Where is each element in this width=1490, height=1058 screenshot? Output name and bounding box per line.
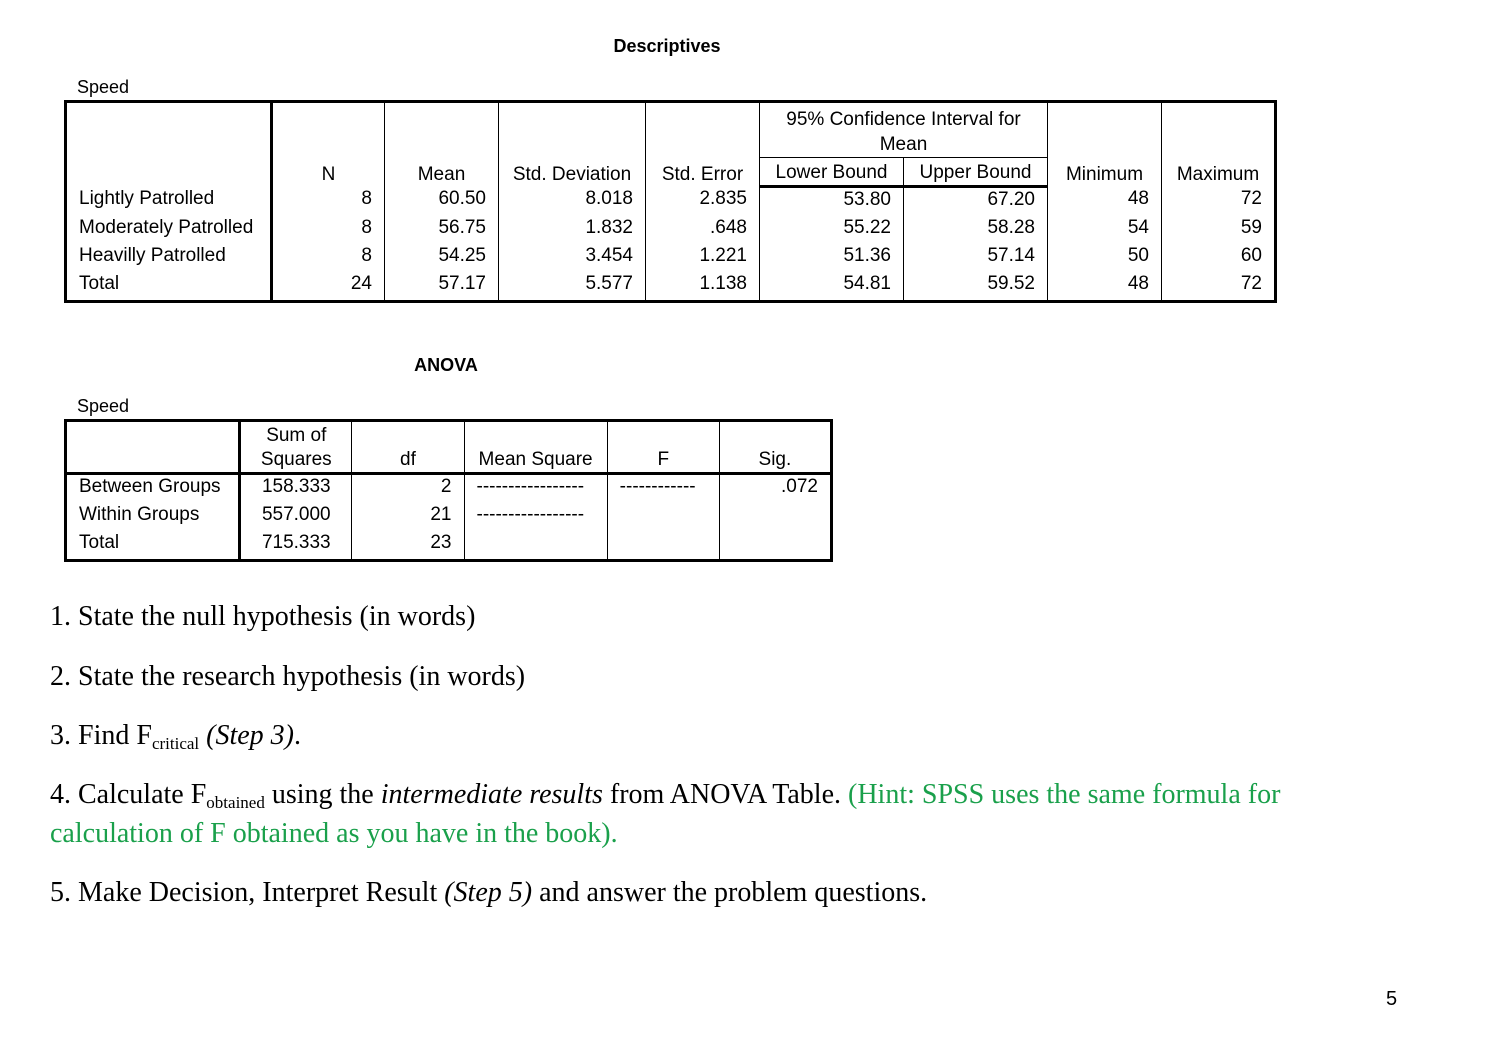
cell-mean: 60.50 [385, 187, 499, 217]
header-sig: Sig. [719, 421, 831, 474]
descriptives-caption: Speed [77, 77, 130, 97]
cell-std-error: 1.138 [646, 272, 760, 302]
table-row [66, 531, 832, 561]
cell-sum-of-squares: 557.000 [240, 503, 352, 531]
descriptives-title: Descriptives [613, 36, 721, 56]
header-std-deviation: Std. Deviation [499, 102, 646, 187]
cell-sig [719, 531, 831, 561]
cell-df: 2 [352, 474, 464, 504]
question-3-prefix: 3. Find F [50, 720, 152, 751]
cell-minimum: 48 [1048, 272, 1162, 302]
cell-lower-bound: 55.22 [760, 216, 904, 244]
cell-mean-square: ----------------- [464, 503, 607, 531]
question-5 [50, 873, 927, 912]
question-4 [50, 775, 1350, 853]
cell-std-error: 1.221 [646, 244, 760, 272]
table-row [66, 503, 832, 531]
cell-std-error: 2.835 [646, 187, 760, 217]
question-4-emphasis: intermediate results [380, 779, 603, 810]
anova-corner [66, 421, 240, 474]
question-4-mid: using the [264, 779, 381, 810]
table-row [66, 272, 1276, 302]
question-3 [50, 716, 301, 755]
anova-table [64, 419, 833, 562]
table-row [66, 474, 832, 504]
row-label: Total [79, 532, 120, 553]
question-5-suffix: and answer the problem questions. [532, 877, 928, 908]
cell-maximum: 72 [1162, 187, 1276, 217]
header-df: df [352, 421, 464, 474]
table-row [66, 187, 1276, 217]
question-5-prefix: 5. Make Decision, Interpret Result [50, 877, 445, 908]
question-5-step: (Step 5) [444, 877, 533, 908]
row-label: Total [79, 273, 120, 294]
cell-n: 8 [272, 244, 385, 272]
cell-mean: 56.75 [385, 216, 499, 244]
cell-mean: 54.25 [385, 244, 499, 272]
cell-df: 21 [352, 503, 464, 531]
cell-sum-of-squares: 715.333 [240, 531, 352, 561]
cell-mean-square: ----------------- [464, 474, 607, 504]
cell-std-deviation: 8.018 [499, 187, 646, 217]
cell-f: ------------ [607, 474, 719, 504]
cell-upper-bound: 59.52 [904, 272, 1048, 302]
cell-upper-bound: 67.20 [904, 187, 1048, 217]
descriptives-corner [66, 102, 272, 187]
header-minimum: Minimum [1048, 102, 1162, 187]
header-mean: Mean [385, 102, 499, 187]
cell-std-deviation: 1.832 [499, 216, 646, 244]
table-row [66, 216, 1276, 244]
header-upper-bound: Upper Bound [904, 158, 1048, 187]
cell-maximum: 72 [1162, 272, 1276, 302]
cell-df: 23 [352, 531, 464, 561]
cell-lower-bound: 53.80 [760, 187, 904, 217]
cell-lower-bound: 54.81 [760, 272, 904, 302]
question-3-subscript: critical [151, 734, 200, 753]
header-std-error: Std. Error [646, 102, 760, 187]
descriptives-table [64, 100, 1277, 303]
cell-f [607, 531, 719, 561]
cell-maximum: 59 [1162, 216, 1276, 244]
page-number: 5 [1386, 988, 1398, 1010]
header-f: F [607, 421, 719, 474]
anova-caption: Speed [77, 396, 130, 416]
cell-sig [719, 503, 831, 531]
cell-mean-square [464, 531, 607, 561]
question-4-suffix: from ANOVA Table. [602, 779, 848, 810]
cell-minimum: 54 [1048, 216, 1162, 244]
cell-n: 8 [272, 216, 385, 244]
header-lower-bound: Lower Bound [760, 158, 904, 187]
cell-upper-bound: 58.28 [904, 216, 1048, 244]
header-sum-of-squares: Sum of Squares [240, 421, 352, 474]
table-row [66, 244, 1276, 272]
cell-lower-bound: 51.36 [760, 244, 904, 272]
question-3-step: (Step 3) [206, 720, 294, 751]
row-label: Moderately Patrolled [79, 217, 254, 238]
header-n: N [272, 102, 385, 187]
header-confidence-interval: 95% Confidence Interval for Mean [760, 102, 1048, 158]
cell-maximum: 60 [1162, 244, 1276, 272]
anova-title: ANOVA [414, 355, 478, 375]
cell-mean: 57.17 [385, 272, 499, 302]
cell-std-deviation: 3.454 [499, 244, 646, 272]
cell-f [607, 503, 719, 531]
cell-std-deviation: 5.577 [499, 272, 646, 302]
cell-upper-bound: 57.14 [904, 244, 1048, 272]
cell-minimum: 50 [1048, 244, 1162, 272]
question-1: 1. State the null hypothesis (in words) [50, 601, 476, 632]
question-4-subscript: obtained [206, 793, 265, 812]
header-mean-square: Mean Square [464, 421, 607, 474]
row-label: Between Groups [79, 476, 221, 497]
question-3-suffix: . [294, 720, 301, 751]
row-label: Within Groups [79, 504, 200, 525]
question-4-hint: (Hint: SPSS uses the same formula for calculation of F obtained as you have in the book). [50, 779, 1281, 849]
cell-std-error: .648 [646, 216, 760, 244]
row-label: Heavilly Patrolled [79, 245, 226, 266]
cell-minimum: 48 [1048, 187, 1162, 217]
question-4-prefix: 4. Calculate F [50, 779, 207, 810]
cell-sig: .072 [719, 474, 831, 504]
cell-n: 8 [272, 187, 385, 217]
row-label: Lightly Patrolled [79, 187, 215, 209]
cell-sum-of-squares: 158.333 [240, 474, 352, 504]
question-2: 2. State the research hypothesis (in words) [50, 661, 526, 692]
cell-n: 24 [272, 272, 385, 302]
header-maximum: Maximum [1162, 102, 1276, 187]
